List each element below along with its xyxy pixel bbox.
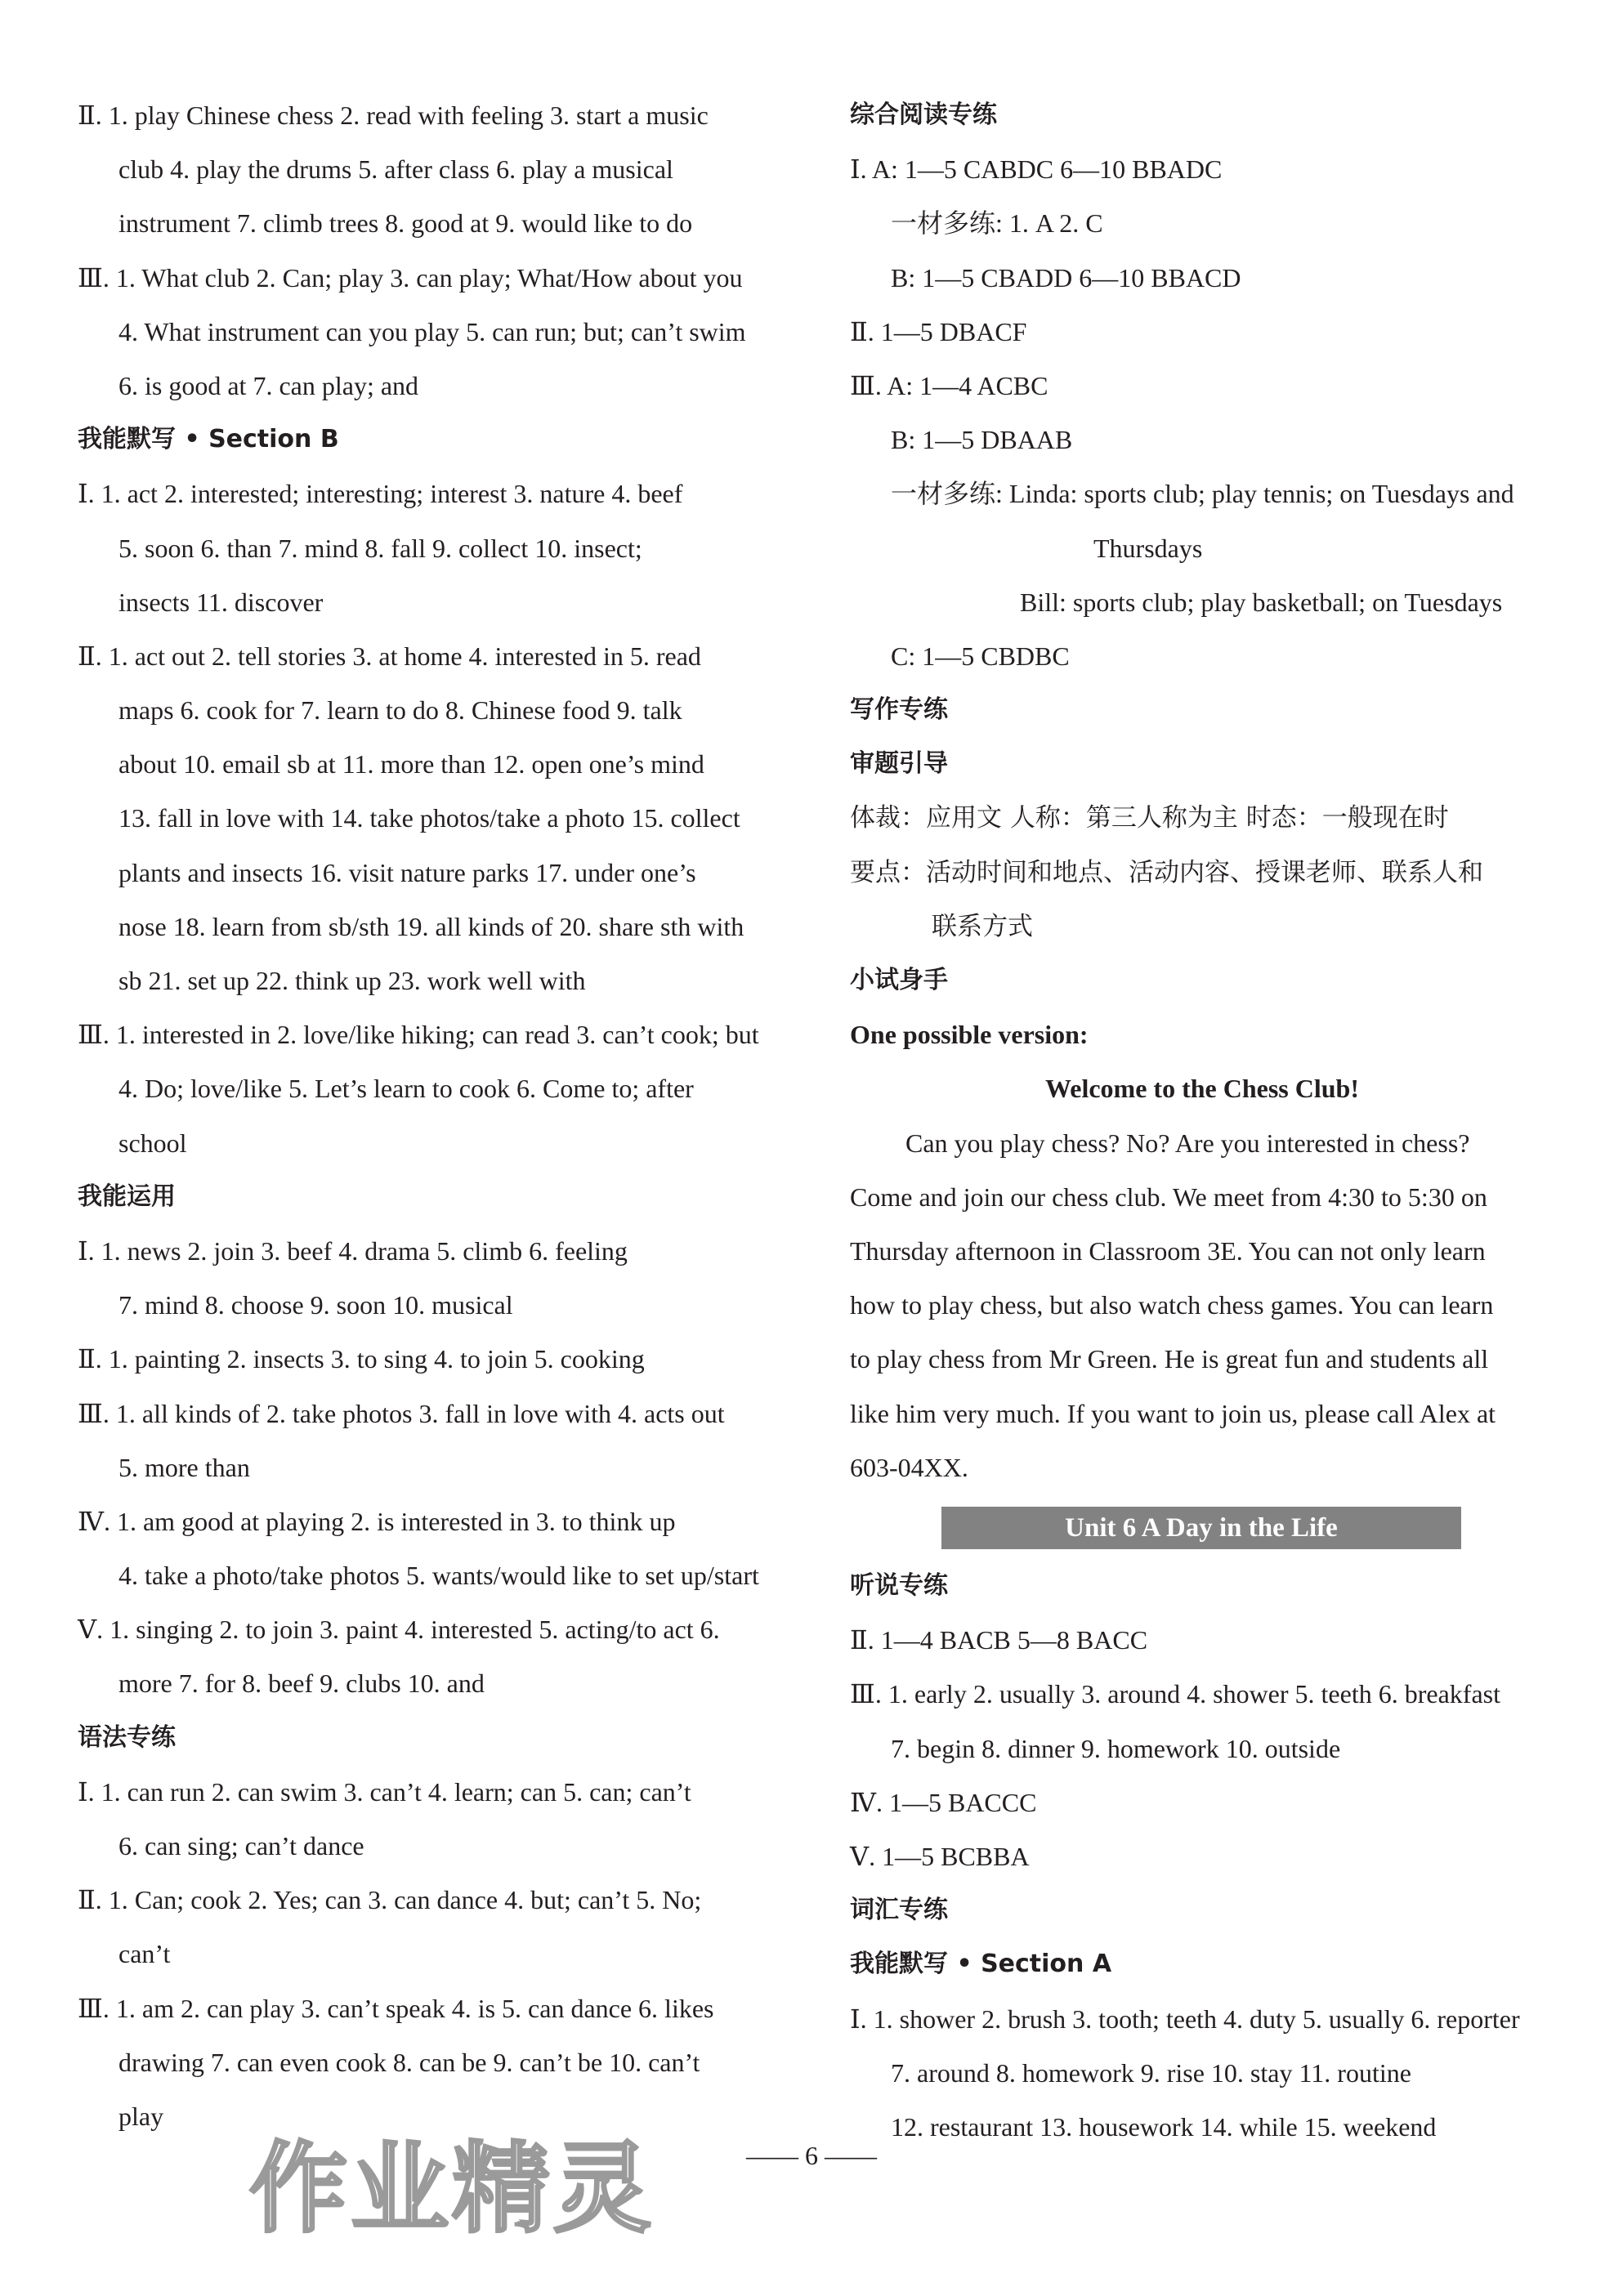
page-number-value: 6 [805,2141,818,2170]
right-column-line: 小试身手 [850,966,948,994]
left-column-line: Ⅰ. 1. act 2. interested; interesting; interest 3. nature 4. beef [78,479,683,509]
left-column-line: play [118,2101,164,2131]
unit6-line: Ⅴ. 1—5 BCBBA [850,1841,1030,1871]
right-column-line: Thursdays [1093,533,1203,563]
unit6-line: 词汇专练 [850,1896,948,1925]
right-column-line: One possible version: [850,1020,1089,1050]
page-number: —— 6 —— [746,2141,877,2170]
left-column-line: insects 11. discover [118,587,324,617]
left-column-line: school [118,1128,187,1158]
left-column-line: 语法专练 [78,1722,176,1752]
left-column-line: Ⅱ. 1. painting 2. insects 3. to sing 4. to join 5. cooking [78,1344,645,1374]
right-column-line: C: 1—5 CBDBC [891,641,1070,671]
right-column-line: B: 1—5 DBAAB [891,425,1073,455]
right-column-line: 要点：活动时间和地点、活动内容、授课老师、联系人和 [850,857,1483,887]
right-column-line: Ⅰ. A: 1—5 CABDC 6—10 BBADC [850,154,1223,185]
unit6-line: Ⅰ. 1. shower 2. brush 3. tooth; teeth 4. duty 5. usually 6. reporter [850,2003,1520,2034]
left-column-line: about 10. email sb at 11. more than 12. open one’s mind [118,749,704,779]
unit6-line: 7. around 8. homework 9. rise 10. stay 11. routine [891,2057,1411,2088]
left-column-line: plants and insects 16. visit nature parks 17. under one’s [118,857,696,887]
left-column-line: 我能默写 • Section B [78,425,339,454]
left-column-line: Ⅱ. 1. play Chinese chess 2. read with feeling 3. start a music [78,101,709,130]
right-column-line: how to play chess, but also watch chess games. You can learn [850,1290,1494,1320]
left-column-line: instrument 7. climb trees 8. good at 9. would like to do [118,208,693,239]
unit6-line: Ⅳ. 1—5 BACCC [850,1787,1037,1817]
unit6-line: 12. restaurant 13. housework 14. while 15. weekend [891,2111,1437,2142]
right-column-line: Thursday afternoon in Classroom 3E. You can not only learn [850,1235,1486,1266]
left-column-line: Ⅱ. 1. act out 2. tell stories 3. at home 4. interested in 5. read [78,641,701,671]
unit6-answer-section [850,1559,1554,2154]
right-column-line: Ⅲ. A: 1—4 ACBC [850,370,1048,400]
left-column-line: 4. What instrument can you play 5. can run; but; can’t swim [118,316,746,346]
left-column-line: 6. is good at 7. can play; and [118,370,419,400]
left-column-line: more 7. for 8. beef 9. clubs 10. and [118,1668,485,1699]
right-column-line: 联系方式 [932,911,1033,941]
left-answer-column [78,88,780,2143]
watermark-text: 作业精灵 [249,2133,655,2246]
left-column-line: nose 18. learn from sb/sth 19. all kinds of 20. share sth with [118,911,744,941]
watermark-logo [241,2100,666,2255]
left-column-line: 4. take a photo/take photos 5. wants/would like to set up/start [118,1561,759,1591]
left-column-line: 13. fall in love with 14. take photos/take a photo 15. collect [118,803,740,833]
right-column-line: B: 1—5 CBADD 6—10 BBACD [891,262,1241,293]
left-column-line: can’t [118,1939,171,1969]
unit6-line: Ⅱ. 1—4 BACB 5—8 BACC [850,1625,1148,1655]
left-column-line: 我能运用 [78,1182,176,1211]
unit-banner: Unit 6 A Day in the Life [941,1507,1461,1549]
left-column-line: 5. soon 6. than 7. mind 8. fall 9. collect 10. insect; [118,533,642,563]
left-column-line: 5. more than [118,1452,250,1482]
right-column-line: 审题引导 [850,749,948,779]
unit6-line: 听说专练 [850,1571,948,1600]
unit6-line: Ⅲ. 1. early 2. usually 3. around 4. shower 5. teeth 6. breakfast [850,1679,1500,1709]
right-answer-column [850,88,1554,1494]
right-column-line: Ⅱ. 1—5 DBACF [850,316,1027,346]
unit6-line: 7. begin 8. dinner 9. homework 10. outside [891,1733,1341,1763]
left-column-line: sb 21. set up 22. think up 23. work well with [118,966,586,995]
left-column-line: Ⅴ. 1. singing 2. to join 3. paint 4. interested 5. acting/to act 6. [78,1615,720,1645]
right-column-line: Welcome to the Chess Club! [1045,1074,1359,1104]
right-column-line: to play chess from Mr Green. He is great fun and students all [850,1344,1489,1374]
left-column-line: Ⅳ. 1. am good at playing 2. is interested in 3. to think up [78,1506,676,1536]
left-column-line: 6. can sing; can’t dance [118,1831,364,1860]
right-column-line: 603-04XX. [850,1452,968,1482]
right-column-line: Come and join our chess club. We meet from 4:30 to 5:30 on [850,1182,1487,1212]
left-column-line: Ⅰ. 1. news 2. join 3. beef 4. drama 5. climb 6. feeling [78,1235,628,1266]
left-column-line: Ⅱ. 1. Can; cook 2. Yes; can 3. can dance 4. but; can’t 5. No; [78,1885,702,1915]
right-column-line: Bill: sports club; play basketball; on Tuesdays [1020,587,1503,617]
right-column-line: Can you play chess? No? Are you interested in chess? [905,1128,1470,1158]
right-column-line: 写作专练 [850,695,948,725]
right-column-line: 一材多练: 1. A 2. C [891,208,1103,239]
left-column-line: Ⅲ. 1. all kinds of 2. take photos 3. fall in love with 4. acts out [78,1398,725,1428]
right-column-line: 综合阅读专练 [850,101,997,129]
right-column-line: 一材多练: Linda: sports club; play tennis; on Tuesdays and [891,479,1514,509]
unit6-line: 我能默写 • Section A [850,1950,1112,1979]
left-column-line: drawing 7. can even cook 8. can be 9. can’t be 10. can’t [118,2047,700,2077]
left-column-line: 4. Do; love/like 5. Let’s learn to cook 6. Come to; after [118,1074,694,1104]
left-column-line: club 4. play the drums 5. after class 6. play a musical [118,154,673,185]
right-column-line: like him very much. If you want to join us, please call Alex at [850,1398,1496,1428]
left-column-line: Ⅰ. 1. can run 2. can swim 3. can’t 4. learn; can 5. can; can’t [78,1776,691,1807]
left-column-line: Ⅲ. 1. What club 2. Can; play 3. can play; What/How about you [78,262,743,293]
left-column-line: Ⅲ. 1. interested in 2. love/like hiking; can read 3. can’t cook; but [78,1020,759,1050]
left-column-line: Ⅲ. 1. am 2. can play 3. can’t speak 4. is 5. can dance 6. likes [78,1993,714,2023]
right-column-line: 体裁：应用文 人称：第三人称为主 时态：一般现在时 [850,803,1449,833]
left-column-line: 7. mind 8. choose 9. soon 10. musical [118,1290,513,1320]
left-column-line: maps 6. cook for 7. learn to do 8. Chinese food 9. talk [118,695,682,726]
